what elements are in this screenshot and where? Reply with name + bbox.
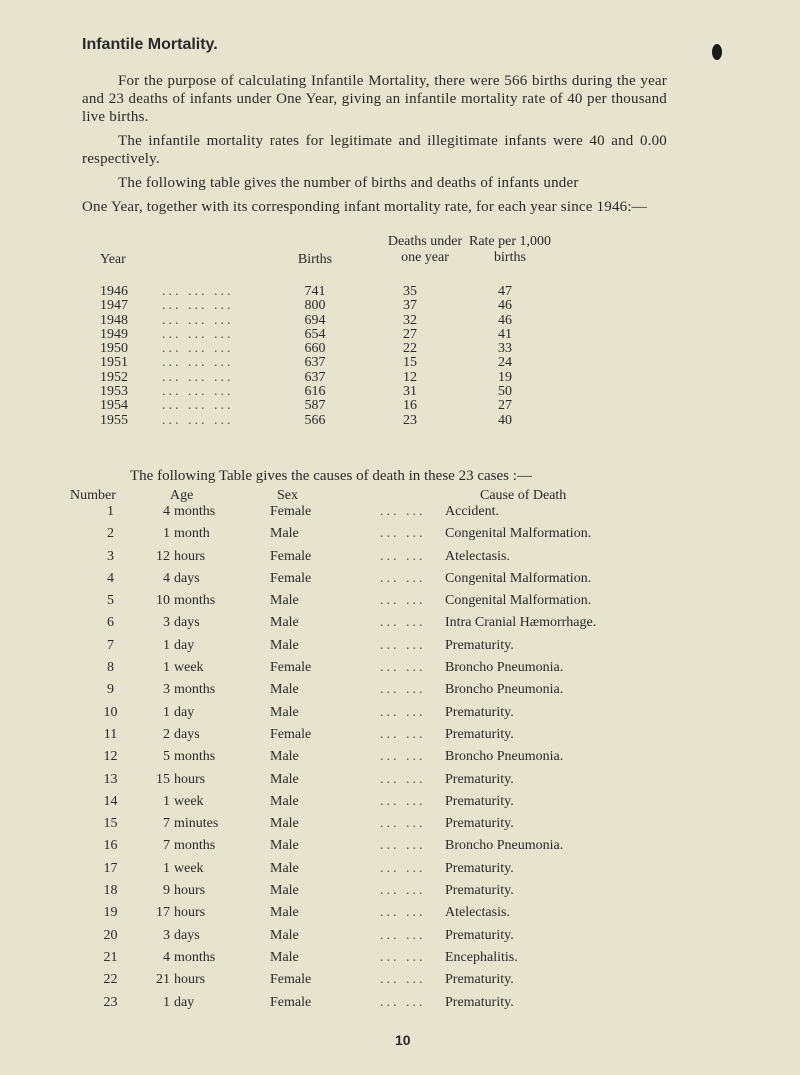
cause-cell: Prematurity. <box>445 637 514 653</box>
age-unit-cell: hours <box>174 883 206 899</box>
sex-cell: Male <box>270 615 299 631</box>
age-unit-cell: months <box>174 949 216 965</box>
page-number: 10 <box>395 1032 411 1048</box>
births-cell: 660 <box>304 341 326 357</box>
age-unit-cell: week <box>174 793 204 809</box>
births-cell: 654 <box>304 326 326 342</box>
year-cell: 1949 <box>100 326 128 342</box>
age-unit-cell: days <box>174 726 200 742</box>
births-cell: 694 <box>304 312 326 328</box>
deaths-cell: 27 <box>403 326 417 342</box>
cause-cell: Prematurity. <box>445 927 514 943</box>
table2-intro: The following Table gives the causes of death in these 23 cases :— <box>130 468 532 484</box>
rate-cell: 19 <box>498 369 512 385</box>
number-cell: 13 <box>103 771 118 787</box>
age-value-cell: 17 <box>156 905 170 921</box>
leader-dots: ... ... <box>380 570 426 586</box>
year-cell: 1950 <box>100 341 128 357</box>
deaths-cell: 32 <box>403 312 417 328</box>
year-cell: 1947 <box>100 298 128 314</box>
table-row <box>70 749 730 771</box>
table-row <box>70 526 730 548</box>
sex-cell: Male <box>270 526 299 542</box>
age-value-cell: 1 <box>163 793 170 809</box>
leader-dots: ... ... ... <box>162 398 234 414</box>
table-row <box>70 660 730 682</box>
deaths-cell: 22 <box>403 341 417 357</box>
number-cell: 11 <box>103 726 118 742</box>
number-cell: 8 <box>107 660 114 676</box>
table-row <box>70 549 730 571</box>
leader-dots: ... ... ... <box>162 369 234 385</box>
leader-dots: ... ... ... <box>162 384 234 400</box>
age-value-cell: 12 <box>156 548 170 564</box>
sex-cell: Female <box>270 570 312 586</box>
sex-cell: Male <box>270 749 299 765</box>
number-cell: 5 <box>107 593 114 609</box>
age-unit-cell: hours <box>174 548 206 564</box>
cause-cell: Broncho Pneumonia. <box>445 749 564 765</box>
number-cell: 20 <box>103 927 118 943</box>
age-value-cell: 1 <box>163 526 170 542</box>
age-unit-cell: hours <box>174 972 206 988</box>
age-value-cell: 10 <box>156 593 170 609</box>
cause-cell: Encephalitis. <box>445 949 518 965</box>
age-unit-cell: days <box>174 615 200 631</box>
leader-dots: ... ... <box>380 816 426 832</box>
section-title: Infantile Mortality. <box>82 36 218 53</box>
number-cell: 19 <box>103 905 118 921</box>
age-unit-cell: days <box>174 570 200 586</box>
table-row <box>70 861 730 883</box>
deaths-cell: 16 <box>403 398 417 414</box>
table-row <box>70 571 730 593</box>
table-row <box>70 727 730 749</box>
table-row <box>80 370 720 384</box>
births-cell: 637 <box>304 355 326 371</box>
ink-blot <box>712 44 722 60</box>
births-deaths-table <box>80 232 720 427</box>
number-cell: 16 <box>103 838 118 854</box>
age-value-cell: 1 <box>163 704 170 720</box>
number-cell: 14 <box>103 793 118 809</box>
sex-cell: Male <box>270 771 299 787</box>
table-row <box>70 682 730 704</box>
paragraph-4: One Year, together with its corresponding infant mortality rate, for each year since 1946:— <box>82 199 647 215</box>
header-age: Age <box>170 488 194 503</box>
age-unit-cell: days <box>174 927 200 943</box>
age-unit-cell: hours <box>174 905 206 921</box>
cause-cell: Atelectasis. <box>445 548 510 564</box>
table-row <box>70 504 730 526</box>
leader-dots: ... ... <box>380 660 426 676</box>
header-sex: Sex <box>277 488 298 503</box>
age-value-cell: 4 <box>163 949 170 965</box>
cause-cell: Accident. <box>445 504 500 519</box>
table-row <box>80 284 720 298</box>
leader-dots: ... ... <box>380 883 426 899</box>
year-cell: 1951 <box>100 355 128 371</box>
number-cell: 21 <box>103 949 118 965</box>
leader-dots: ... ... <box>380 615 426 631</box>
sex-cell: Male <box>270 927 299 943</box>
cause-cell: Atelectasis. <box>445 905 510 921</box>
leader-dots: ... ... <box>380 949 426 965</box>
leader-dots: ... ... <box>380 526 426 542</box>
header-number: Number <box>70 488 116 503</box>
sex-cell: Male <box>270 838 299 854</box>
sex-cell: Female <box>270 972 312 988</box>
causes-table <box>70 488 730 1017</box>
year-cell: 1953 <box>100 384 128 400</box>
deaths-cell: 15 <box>403 355 417 371</box>
header-cause: Cause of Death <box>480 488 567 503</box>
age-value-cell: 1 <box>163 660 170 676</box>
age-value-cell: 7 <box>163 838 170 854</box>
sex-cell: Male <box>270 704 299 720</box>
age-value-cell: 3 <box>163 682 170 698</box>
age-value-cell: 15 <box>156 771 170 787</box>
table-row <box>70 883 730 905</box>
table-header <box>70 488 730 504</box>
leader-dots: ... ... <box>380 994 426 1010</box>
age-value-cell: 1 <box>163 994 170 1010</box>
paragraph-1: For the purpose of calculating Infantile Mortality, there were 566 births during the year and 23 deaths of infants under One Year, giving an infantile mortality rate of 40 per thousand live births. <box>82 73 667 125</box>
number-cell: 4 <box>107 570 114 586</box>
table-row <box>70 816 730 838</box>
year-cell: 1955 <box>100 412 128 428</box>
table-row <box>80 413 720 427</box>
header-rate: Rate per 1,000 births <box>468 234 552 265</box>
births-cell: 800 <box>304 298 326 314</box>
age-unit-cell: day <box>174 637 195 653</box>
rate-cell: 46 <box>498 298 512 314</box>
rate-cell: 40 <box>498 412 512 428</box>
rate-cell: 33 <box>498 341 512 357</box>
rate-cell: 24 <box>498 355 512 371</box>
sex-cell: Male <box>270 883 299 899</box>
leader-dots: ... ... <box>380 749 426 765</box>
age-value-cell: 9 <box>163 883 170 899</box>
sex-cell: Female <box>270 994 312 1010</box>
leader-dots: ... ... <box>380 682 426 698</box>
number-cell: 3 <box>107 548 114 564</box>
table-row <box>80 341 720 355</box>
paragraph-3: The following table gives the number of births and deaths of infants under <box>118 175 579 191</box>
births-cell: 566 <box>304 412 326 428</box>
age-unit-cell: week <box>174 660 204 676</box>
table-row <box>70 772 730 794</box>
rate-cell: 41 <box>498 326 512 342</box>
age-unit-cell: hours <box>174 771 206 787</box>
table-row <box>70 950 730 972</box>
leader-dots: ... ... ... <box>162 355 234 371</box>
number-cell: 10 <box>103 704 118 720</box>
sex-cell: Male <box>270 816 299 832</box>
cause-cell: Prematurity. <box>445 771 514 787</box>
number-cell: 12 <box>103 749 118 765</box>
age-value-cell: 2 <box>163 726 170 742</box>
sex-cell: Male <box>270 860 299 876</box>
age-unit-cell: week <box>174 860 204 876</box>
age-unit-cell: day <box>174 994 195 1010</box>
header-births: Births <box>297 252 333 267</box>
cause-cell: Congenital Malformation. <box>445 570 592 586</box>
age-unit-cell: months <box>174 682 216 698</box>
cause-cell: Prematurity. <box>445 726 514 742</box>
table-row <box>70 593 730 615</box>
table-header <box>80 232 720 284</box>
rate-cell: 47 <box>498 284 512 299</box>
leader-dots: ... ... <box>380 548 426 564</box>
age-value-cell: 3 <box>163 927 170 943</box>
sex-cell: Female <box>270 726 312 742</box>
age-value-cell: 5 <box>163 749 170 765</box>
cause-cell: Prematurity. <box>445 972 514 988</box>
age-unit-cell: month <box>174 526 210 542</box>
age-value-cell: 1 <box>163 637 170 653</box>
table-row <box>70 995 730 1017</box>
leader-dots: ... ... <box>380 927 426 943</box>
cause-cell: Prematurity. <box>445 994 514 1010</box>
cause-cell: Broncho Pneumonia. <box>445 838 564 854</box>
table-row <box>80 298 720 312</box>
cause-cell: Prematurity. <box>445 883 514 899</box>
year-cell: 1948 <box>100 312 128 328</box>
leader-dots: ... ... ... <box>162 298 234 314</box>
age-value-cell: 4 <box>163 504 170 519</box>
leader-dots: ... ... <box>380 905 426 921</box>
number-cell: 18 <box>103 883 118 899</box>
age-value-cell: 3 <box>163 615 170 631</box>
deaths-cell: 23 <box>403 412 417 428</box>
cause-cell: Intra Cranial Hæmorrhage. <box>445 615 597 631</box>
deaths-cell: 35 <box>403 284 417 299</box>
age-value-cell: 21 <box>156 972 170 988</box>
cause-cell: Prematurity. <box>445 816 514 832</box>
leader-dots: ... ... <box>380 860 426 876</box>
number-cell: 6 <box>107 615 114 631</box>
leader-dots: ... ... ... <box>162 284 234 299</box>
table-row <box>80 398 720 412</box>
sex-cell: Female <box>270 660 312 676</box>
leader-dots: ... ... <box>380 504 426 519</box>
leader-dots: ... ... <box>380 637 426 653</box>
number-cell: 2 <box>107 526 114 542</box>
table-row <box>70 972 730 994</box>
births-cell: 741 <box>304 284 326 299</box>
rate-cell: 50 <box>498 384 512 400</box>
deaths-cell: 37 <box>403 298 417 314</box>
header-deaths: Deaths under one year <box>387 234 463 265</box>
table-row <box>70 838 730 860</box>
cause-cell: Congenital Malformation. <box>445 593 592 609</box>
sex-cell: Male <box>270 637 299 653</box>
births-cell: 587 <box>304 398 326 414</box>
number-cell: 15 <box>103 816 118 832</box>
header-year: Year <box>100 252 126 267</box>
sex-cell: Male <box>270 682 299 698</box>
age-unit-cell: months <box>174 838 216 854</box>
number-cell: 1 <box>107 504 114 519</box>
year-cell: 1946 <box>100 284 128 299</box>
leader-dots: ... ... <box>380 972 426 988</box>
age-unit-cell: minutes <box>174 816 219 832</box>
leader-dots: ... ... ... <box>162 412 234 428</box>
table-row <box>80 384 720 398</box>
age-value-cell: 1 <box>163 860 170 876</box>
table-row <box>80 327 720 341</box>
leader-dots: ... ... ... <box>162 341 234 357</box>
leader-dots: ... ... ... <box>162 326 234 342</box>
leader-dots: ... ... <box>380 704 426 720</box>
leader-dots: ... ... <box>380 838 426 854</box>
sex-cell: Male <box>270 593 299 609</box>
table-row <box>70 705 730 727</box>
table-row <box>80 313 720 327</box>
paragraph-2: The infantile mortality rates for legitimate and illegitimate infants were 40 and 0.00 respectively. <box>82 133 667 167</box>
table-row <box>70 794 730 816</box>
sex-cell: Male <box>270 793 299 809</box>
sex-cell: Male <box>270 949 299 965</box>
age-unit-cell: months <box>174 593 216 609</box>
cause-cell: Prematurity. <box>445 860 514 876</box>
age-unit-cell: day <box>174 704 195 720</box>
table-row <box>70 905 730 927</box>
cause-cell: Prematurity. <box>445 793 514 809</box>
deaths-cell: 12 <box>403 369 417 385</box>
cause-cell: Prematurity. <box>445 704 514 720</box>
births-cell: 616 <box>304 384 326 400</box>
cause-cell: Congenital Malformation. <box>445 526 592 542</box>
year-cell: 1952 <box>100 369 128 385</box>
sex-cell: Female <box>270 504 312 519</box>
table-row <box>80 355 720 369</box>
cause-cell: Broncho Pneumonia. <box>445 660 564 676</box>
age-unit-cell: months <box>174 504 216 519</box>
sex-cell: Female <box>270 548 312 564</box>
table-row <box>70 638 730 660</box>
number-cell: 9 <box>107 682 114 698</box>
leader-dots: ... ... <box>380 771 426 787</box>
leader-dots: ... ... <box>380 793 426 809</box>
leader-dots: ... ... ... <box>162 312 234 328</box>
leader-dots: ... ... <box>380 593 426 609</box>
number-cell: 22 <box>103 972 118 988</box>
sex-cell: Male <box>270 905 299 921</box>
births-cell: 637 <box>304 369 326 385</box>
rate-cell: 27 <box>498 398 512 414</box>
age-unit-cell: months <box>174 749 216 765</box>
deaths-cell: 31 <box>403 384 417 400</box>
number-cell: 7 <box>107 637 114 653</box>
cause-cell: Broncho Pneumonia. <box>445 682 564 698</box>
number-cell: 17 <box>103 860 118 876</box>
number-cell: 23 <box>103 994 118 1010</box>
table-row <box>70 615 730 637</box>
age-value-cell: 7 <box>163 816 170 832</box>
age-value-cell: 4 <box>163 570 170 586</box>
table-row <box>70 928 730 950</box>
rate-cell: 46 <box>498 312 512 328</box>
leader-dots: ... ... <box>380 726 426 742</box>
year-cell: 1954 <box>100 398 128 414</box>
